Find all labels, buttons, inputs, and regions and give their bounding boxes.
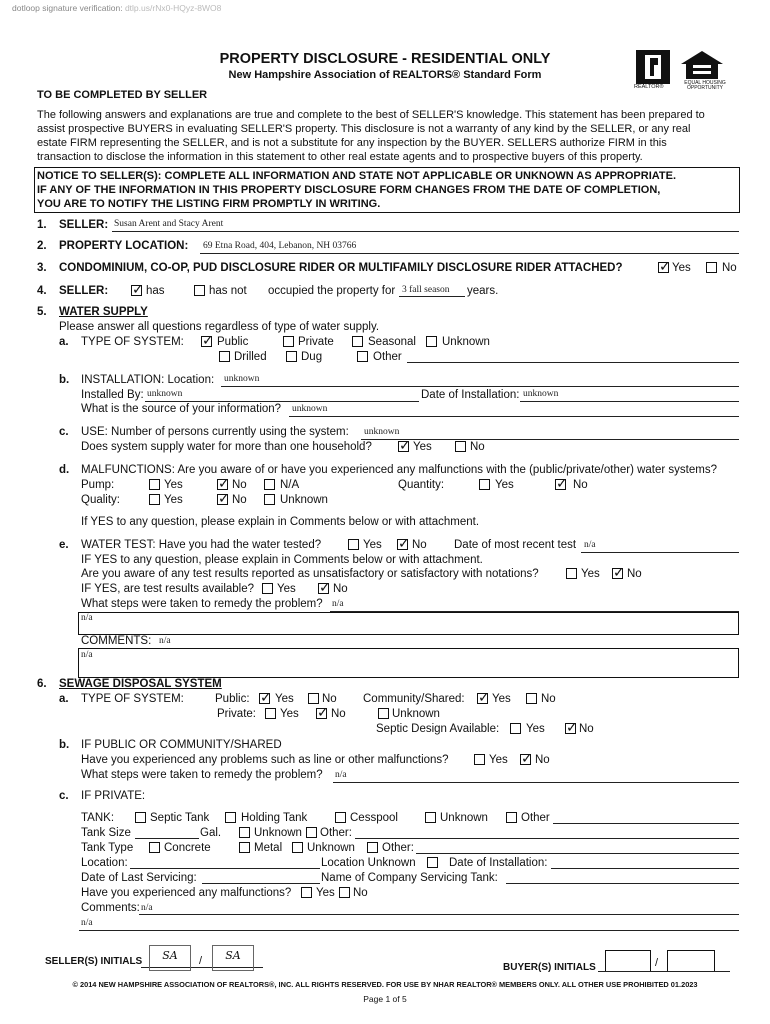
s5e-letter: e. bbox=[59, 539, 69, 551]
s5e-available-yes-label: Yes bbox=[277, 583, 296, 595]
s5d-na-label: N/A bbox=[280, 479, 300, 491]
s4-number: 4. bbox=[37, 285, 47, 297]
s6c-last-servicing-label: Date of Last Servicing: bbox=[81, 872, 197, 884]
s4-text: occupied the property for bbox=[268, 285, 396, 297]
field-underline bbox=[581, 552, 739, 553]
s5e-aware-no-label: No bbox=[627, 568, 642, 580]
installation-date-field[interactable]: unknown bbox=[523, 389, 559, 399]
s4-has-checkbox[interactable] bbox=[131, 285, 142, 296]
s5c-yes-label: Yes bbox=[413, 441, 432, 453]
installed-by-field[interactable]: unknown bbox=[147, 389, 183, 399]
s5e-no-label: No bbox=[412, 539, 427, 551]
s6b-yes-label: Yes bbox=[489, 754, 508, 766]
intro-line: The following answers and explanations are true and complete to the best of SELLER'S knowledge. This statement has been prepared to bbox=[37, 109, 705, 121]
s6c-type-unknown-checkbox[interactable] bbox=[292, 842, 303, 853]
seller-initials-label: SELLER(S) INITIALS bbox=[45, 956, 143, 967]
s6c-gal-label: Gal. bbox=[200, 827, 222, 839]
s3-yes-label: Yes bbox=[672, 262, 691, 274]
s5e-yes-checkbox[interactable] bbox=[348, 539, 359, 550]
field-underline bbox=[361, 439, 739, 440]
s3-no-label: No bbox=[722, 262, 737, 274]
s5a-public-label: Public bbox=[217, 336, 249, 348]
s5e-steps-label: What steps were taken to remedy the problem? bbox=[81, 598, 323, 610]
s5e-date-label: Date of most recent test bbox=[454, 539, 577, 551]
s6c-septic-tank-checkbox[interactable] bbox=[135, 812, 146, 823]
field-underline bbox=[289, 416, 739, 417]
buyer-initials-separator: / bbox=[655, 957, 659, 969]
s6a-public-yes-label: Yes bbox=[275, 693, 294, 705]
s5d-yes-label: Yes bbox=[164, 479, 183, 491]
s6c-size-other-label: Other: bbox=[320, 827, 352, 839]
s2-number: 2. bbox=[37, 240, 47, 252]
s6a-septic-label: Septic Design Available: bbox=[376, 723, 500, 735]
realtor-logo-icon bbox=[636, 50, 670, 84]
s6c-malfunctions-yes-label: Yes bbox=[316, 887, 335, 899]
s6c-size-unknown-label: Unknown bbox=[254, 827, 302, 839]
remedy-steps-field[interactable]: n/a bbox=[332, 599, 344, 609]
persons-using-field[interactable]: unknown bbox=[364, 427, 400, 437]
notice-line: YOU ARE TO NOTIFY THE LISTING FIRM PROMPTLY IN WRITING. bbox=[37, 198, 381, 210]
s6c-other-checkbox[interactable] bbox=[506, 812, 517, 823]
s6a-community-yes-label: Yes bbox=[492, 693, 511, 705]
s6b-problems: Have you experienced any problems such as line or other malfunctions? bbox=[81, 754, 449, 766]
s6c-tank-size-label: Tank Size bbox=[81, 827, 131, 839]
s5d-pump-label: Pump: bbox=[81, 479, 115, 491]
s6c-company-label: Name of Company Servicing Tank: bbox=[321, 872, 498, 884]
s5a-dug-checkbox[interactable] bbox=[286, 351, 297, 362]
s6c-location-label: Location: bbox=[81, 857, 128, 869]
s1-label: SELLER: bbox=[59, 219, 109, 231]
seller-initial-2-stamp[interactable] bbox=[212, 945, 254, 971]
s5e-available: IF YES, are test results available? bbox=[81, 583, 255, 595]
intro-heading: TO BE COMPLETED BY SELLER bbox=[37, 89, 208, 101]
s6a-private-yes-checkbox[interactable] bbox=[265, 708, 276, 719]
s6c-cesspool-label: Cesspool bbox=[350, 812, 398, 824]
remedy-steps-box[interactable] bbox=[78, 612, 739, 635]
s5c-yes-checkbox[interactable] bbox=[398, 441, 409, 452]
s6b-yes-checkbox[interactable] bbox=[474, 754, 485, 765]
s5d-quantity-no-label: No bbox=[573, 479, 588, 491]
water-comments-box-value: n/a bbox=[81, 650, 93, 660]
occupied-duration-field[interactable]: 3 fall season bbox=[402, 285, 450, 295]
buyer-initial-2-field[interactable] bbox=[667, 950, 715, 972]
field-underline bbox=[200, 253, 739, 254]
s3-number: 3. bbox=[37, 262, 47, 274]
s6c-type-other-checkbox[interactable] bbox=[367, 842, 378, 853]
s6b-label: IF PUBLIC OR COMMUNITY/SHARED bbox=[81, 739, 282, 751]
s6c-metal-label: Metal bbox=[254, 842, 283, 854]
field-underline bbox=[139, 914, 739, 915]
s5d-unknown-label: Unknown bbox=[280, 494, 328, 506]
field-underline bbox=[355, 838, 739, 839]
s6a-public-label: Public: bbox=[215, 693, 250, 705]
s5a-dug-label: Dug bbox=[301, 351, 323, 363]
s5d-no-label: No bbox=[232, 479, 247, 491]
s6c-letter: c. bbox=[59, 790, 69, 802]
water-comments-field[interactable]: n/a bbox=[159, 636, 171, 646]
s5e-aware: Are you aware of any test results reported as unsatisfactory or satisfactory with notations? bbox=[81, 568, 539, 580]
s5a-drilled-label: Drilled bbox=[234, 351, 267, 363]
field-underline bbox=[416, 853, 739, 854]
s6b-steps-label: What steps were taken to remedy the problem? bbox=[81, 769, 323, 781]
s5d-quantity-label: Quantity: bbox=[398, 479, 445, 491]
intro-line: assist prospective BUYERS in evaluating SELLER'S property. This disclosure is not a warranty of any kind by the SELLER, or any real bbox=[37, 123, 691, 135]
s6c-metal-checkbox[interactable] bbox=[239, 842, 250, 853]
s6a-private-no-label: No bbox=[331, 708, 346, 720]
s5e-no-checkbox[interactable] bbox=[397, 539, 408, 550]
field-underline bbox=[399, 296, 465, 297]
s5b-source-label: What is the source of your information? bbox=[81, 403, 282, 415]
s5e-aware-yes-checkbox[interactable] bbox=[566, 568, 577, 579]
s5a-seasonal-checkbox[interactable] bbox=[352, 336, 363, 347]
s5d-quality-label: Quality: bbox=[81, 494, 120, 506]
s5d-pump-yes-checkbox[interactable] bbox=[149, 479, 160, 490]
s5d-pump-na-checkbox[interactable] bbox=[264, 479, 275, 490]
s5e-aware-no-checkbox[interactable] bbox=[612, 568, 623, 579]
s5a-drilled-checkbox[interactable] bbox=[219, 351, 230, 362]
verification-url[interactable]: dtlp.us/rNx0-HQyz-8WO8 bbox=[124, 3, 222, 13]
s6c-unknown-checkbox[interactable] bbox=[425, 812, 436, 823]
s6c-comments-label: Comments: bbox=[81, 902, 140, 914]
s6a-public-yes-checkbox[interactable] bbox=[259, 693, 270, 704]
initials-separator: / bbox=[199, 955, 203, 967]
s6b-no-label: No bbox=[535, 754, 550, 766]
s6a-septic-yes-checkbox[interactable] bbox=[510, 723, 521, 734]
intro-line: estate FIRM representing the SELLER, and is not a substitute for any inspection by the BUYER. SELLERS authorize FIRM in this bbox=[37, 137, 667, 149]
remedy-steps-box-value: n/a bbox=[81, 613, 93, 623]
s5e-aware-yes-label: Yes bbox=[581, 568, 600, 580]
s5a-private-label: Private bbox=[298, 336, 334, 348]
s6a-unknown-label: Unknown bbox=[392, 708, 440, 720]
s6-number: 6. bbox=[37, 678, 47, 690]
s6a-private-yes-label: Yes bbox=[280, 708, 299, 720]
s6c-malfunctions-no-label: No bbox=[353, 887, 368, 899]
s6a-community-no-label: No bbox=[541, 693, 556, 705]
s6c-cesspool-checkbox[interactable] bbox=[335, 812, 346, 823]
s6c-holding-tank-checkbox[interactable] bbox=[225, 812, 236, 823]
water-comments-box[interactable] bbox=[78, 648, 739, 678]
s5d-letter: d. bbox=[59, 464, 70, 476]
field-underline bbox=[553, 823, 739, 824]
s6c-tank-label: TANK: bbox=[81, 812, 115, 824]
seller-name-field[interactable]: Susan Arent and Stacy Arent bbox=[114, 219, 224, 229]
s6c-size-other-checkbox[interactable] bbox=[306, 827, 317, 838]
s5a-unknown-checkbox[interactable] bbox=[426, 336, 437, 347]
field-underline bbox=[130, 868, 320, 869]
s6a-community-yes-checkbox[interactable] bbox=[477, 693, 488, 704]
field-underline bbox=[407, 362, 739, 363]
s6c-concrete-checkbox[interactable] bbox=[149, 842, 160, 853]
s6c-location-unknown-label: Location Unknown bbox=[321, 857, 416, 869]
s6a-septic-no-label: No bbox=[579, 723, 594, 735]
s5e-comments-label: COMMENTS: bbox=[81, 635, 152, 647]
s3-label: CONDOMINIUM, CO-OP, PUD DISCLOSURE RIDER OR MULTIFAMILY DISCLOSURE RIDER ATTACHED? bbox=[59, 262, 623, 274]
intro-line: transaction to disclose the information in this statement to other real estate agents and to prospective buyers of this property. bbox=[37, 151, 643, 163]
field-underline bbox=[112, 231, 739, 232]
s4-label: SELLER: bbox=[59, 285, 109, 297]
s3-no-checkbox[interactable] bbox=[706, 262, 717, 273]
sewage-remedy-field[interactable]: n/a bbox=[335, 770, 347, 780]
s3-yes-checkbox[interactable] bbox=[658, 262, 669, 273]
s5c-use-label: USE: Number of persons currently using the system: bbox=[81, 426, 349, 438]
s6a-public-no-checkbox[interactable] bbox=[308, 693, 319, 704]
s5-number: 5. bbox=[37, 306, 47, 318]
s5d-quality-yes-checkbox[interactable] bbox=[149, 494, 160, 505]
page-title: PROPERTY DISCLOSURE - RESIDENTIAL ONLY bbox=[219, 51, 551, 67]
s6-title: SEWAGE DISPOSAL SYSTEM bbox=[59, 678, 222, 690]
s5b-installed-label: Installed By: bbox=[81, 389, 144, 401]
s6a-septic-no-checkbox[interactable] bbox=[565, 723, 576, 734]
s6c-tank-type-label: Tank Type bbox=[81, 842, 134, 854]
s1-number: 1. bbox=[37, 219, 47, 231]
copyright: © 2014 NEW HAMPSHIRE ASSOCIATION OF REALTORS®, INC. ALL RIGHTS RESERVED. FOR USE BY NHAR REALTOR® MEMBERS ONLY. ALL OTHER USE PROHIBITED 01.2023 bbox=[72, 980, 698, 989]
s5b-date-label: Date of Installation: bbox=[421, 389, 520, 401]
s5a-letter: a. bbox=[59, 336, 69, 348]
s5d-quality-no-label: No bbox=[232, 494, 247, 506]
s4-has-label: has bbox=[146, 285, 165, 297]
s5d-pump-no-checkbox[interactable] bbox=[217, 479, 228, 490]
field-underline bbox=[202, 883, 320, 884]
s6c-location-unknown-checkbox[interactable] bbox=[427, 857, 438, 868]
s2-label: PROPERTY LOCATION: bbox=[59, 240, 189, 252]
verification-label: dotloop signature verification: bbox=[12, 3, 123, 13]
s6c-type-unknown-label: Unknown bbox=[307, 842, 355, 854]
s5b-location-label: INSTALLATION: Location: bbox=[81, 374, 215, 386]
s5d-quantity-no-checkbox[interactable] bbox=[555, 479, 566, 490]
s5-intro: Please answer all questions regardless of type of water supply. bbox=[59, 321, 380, 333]
field-underline bbox=[135, 838, 199, 839]
s5d-quality-no-checkbox[interactable] bbox=[217, 494, 228, 505]
s5d-explain: If YES to any question, please explain in Comments below or with attachment. bbox=[81, 516, 480, 528]
s6c-malfunctions-label: Have you experienced any malfunctions? bbox=[81, 887, 292, 899]
field-underline bbox=[79, 930, 739, 931]
page-subtitle: New Hampshire Association of REALTORS® Standard Form bbox=[228, 69, 542, 81]
s5c-letter: c. bbox=[59, 426, 69, 438]
s6c-other-label: Other bbox=[521, 812, 550, 824]
s6b-letter: b. bbox=[59, 739, 70, 751]
s6a-community-label: Community/Shared: bbox=[363, 693, 465, 705]
s5e-label: WATER TEST: Have you had the water tested? bbox=[81, 539, 322, 551]
field-underline bbox=[221, 386, 739, 387]
s5e-explain: IF YES to any question, please explain in Comments below or with attachment. bbox=[81, 554, 483, 566]
s6a-private-no-checkbox[interactable] bbox=[316, 708, 327, 719]
s5d-quantity-yes-label: Yes bbox=[495, 479, 514, 491]
s5d-label: MALFUNCTIONS: Are you aware of or have you experienced any malfunctions with the (public/private/other) water systems? bbox=[81, 464, 717, 476]
s5e-available-yes-checkbox[interactable] bbox=[262, 583, 273, 594]
s5d-quantity-yes-checkbox[interactable] bbox=[479, 479, 490, 490]
seller-initial-1-stamp[interactable] bbox=[149, 945, 191, 971]
s6c-malfunctions-yes-checkbox[interactable] bbox=[301, 887, 312, 898]
buyer-initial-1-field[interactable] bbox=[605, 950, 651, 972]
field-underline bbox=[333, 782, 739, 783]
s6c-date-install-label: Date of Installation: bbox=[449, 857, 548, 869]
s4-years: years. bbox=[467, 285, 499, 297]
field-underline bbox=[520, 401, 739, 402]
s6a-public-no-label: No bbox=[322, 693, 337, 705]
s5c-no-label: No bbox=[470, 441, 485, 453]
test-date-field[interactable]: n/a bbox=[584, 540, 596, 550]
s6a-private-label: Private: bbox=[217, 708, 256, 720]
s5c-no-checkbox[interactable] bbox=[455, 441, 466, 452]
s5a-unknown-label: Unknown bbox=[442, 336, 490, 348]
s5d-quality-unknown-checkbox[interactable] bbox=[264, 494, 275, 505]
s4-has-not-label: has not bbox=[209, 285, 247, 297]
s6c-septic-tank-label: Septic Tank bbox=[150, 812, 210, 824]
s5e-yes-label: Yes bbox=[363, 539, 382, 551]
s6a-label: TYPE OF SYSTEM: bbox=[81, 693, 184, 705]
sewage-comments-field-2[interactable]: n/a bbox=[81, 918, 93, 928]
s5a-label: TYPE OF SYSTEM: bbox=[81, 336, 184, 348]
s4-has-not-checkbox[interactable] bbox=[194, 285, 205, 296]
s5b-letter: b. bbox=[59, 374, 70, 386]
s6b-no-checkbox[interactable] bbox=[520, 754, 531, 765]
field-underline bbox=[145, 401, 419, 402]
seller-initial-1: SA bbox=[162, 949, 178, 962]
s6a-community-no-checkbox[interactable] bbox=[526, 693, 537, 704]
s5d-quality-yes-label: Yes bbox=[164, 494, 183, 506]
field-underline bbox=[506, 883, 739, 884]
info-source-field[interactable]: unknown bbox=[292, 404, 328, 414]
seller-initial-2: SA bbox=[225, 949, 241, 962]
equal-housing-text: EQUAL HOUSING OPPORTUNITY bbox=[684, 80, 726, 91]
verification-banner bbox=[12, 3, 221, 13]
s5a-seasonal-label: Seasonal bbox=[368, 336, 416, 348]
s5a-other-checkbox[interactable] bbox=[357, 351, 368, 362]
notice-line: IF ANY OF THE INFORMATION IN THIS PROPERTY DISCLOSURE FORM CHANGES FROM THE DATE OF COMPLETION, bbox=[37, 184, 661, 196]
s5-title: WATER SUPPLY bbox=[59, 306, 148, 318]
property-location-field[interactable]: 69 Etna Road, 404, Lebanon, NH 03766 bbox=[203, 241, 357, 251]
buyer-initials-label: BUYER(S) INITIALS bbox=[503, 962, 596, 973]
s6c-label: IF PRIVATE: bbox=[81, 790, 146, 802]
s6c-type-other-label: Other: bbox=[382, 842, 414, 854]
s6c-size-unknown-checkbox[interactable] bbox=[239, 827, 250, 838]
s5a-private-checkbox[interactable] bbox=[283, 336, 294, 347]
s6c-unknown-label: Unknown bbox=[440, 812, 488, 824]
s6a-letter: a. bbox=[59, 693, 69, 705]
notice-line: NOTICE TO SELLER(S): COMPLETE ALL INFORMATION AND STATE NOT APPLICABLE OR UNKNOWN AS APPROPRIATE. bbox=[37, 170, 677, 182]
s5c-household-label: Does system supply water for more than one household? bbox=[81, 441, 372, 453]
s5a-public-checkbox[interactable] bbox=[201, 336, 212, 347]
s5a-other-label: Other bbox=[373, 351, 402, 363]
s6a-septic-yes-label: Yes bbox=[526, 723, 545, 735]
s5e-available-no-checkbox[interactable] bbox=[318, 583, 329, 594]
realtor-logo-text: REALTOR® bbox=[634, 84, 664, 90]
equal-housing-icon bbox=[680, 50, 724, 80]
s5e-available-no-label: No bbox=[333, 583, 348, 595]
installation-location-field[interactable]: unknown bbox=[224, 374, 260, 384]
s6c-concrete-label: Concrete bbox=[164, 842, 211, 854]
s6a-unknown-checkbox[interactable] bbox=[378, 708, 389, 719]
sewage-comments-field[interactable]: n/a bbox=[141, 903, 153, 913]
s6c-malfunctions-no-checkbox[interactable] bbox=[339, 887, 350, 898]
s6c-holding-tank-label: Holding Tank bbox=[241, 812, 308, 824]
field-underline bbox=[598, 971, 730, 972]
page-number: Page 1 of 5 bbox=[363, 994, 407, 1004]
field-underline bbox=[551, 868, 739, 869]
